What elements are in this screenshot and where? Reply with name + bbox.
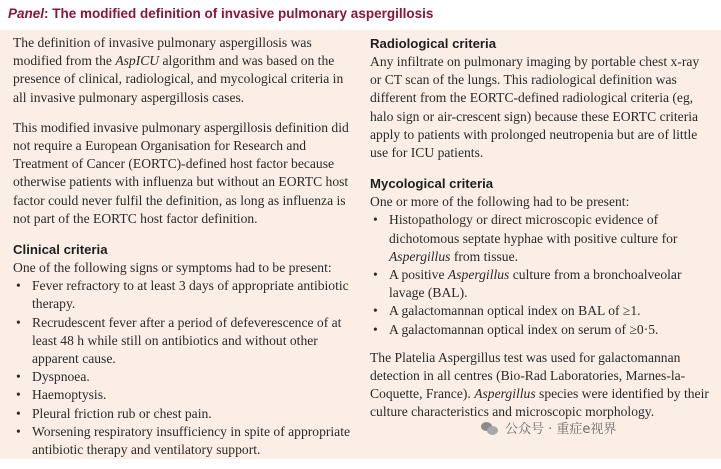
intro-text-pre: The definition of invasive pulmonary aspergillosis was modified from the (13, 35, 312, 69)
list-item: • A galactomannan optical index on serum of ≥0·5. (370, 321, 710, 339)
list-item: • Histopathology or direct microscopic evidence of dichotomous septate hyphae with positive culture for Aspergillus from tissue. (370, 211, 710, 266)
title-bar (0, 0, 721, 30)
radiological-criteria-text: Any infiltrate on pulmonary imaging by portable chest x-ray or CT scan of the lungs. This radiological definition was different from the EORTC-defined radiological criteria (eg, halo sign or air-crescent sign) because these EORTC criteria apply to patients with prolonged neutropenia but are of little use for ICU patients. (370, 54, 700, 161)
panel-label: Panel (8, 6, 45, 21)
panel-title-text: : The modified definition of invasive pulmonary aspergillosis (44, 6, 434, 21)
mycological-criteria-lead: One or more of the following had to be present: (370, 194, 630, 210)
list-item: • A galactomannan optical index on BAL of ≥1. (370, 302, 710, 320)
clinical-criteria-lead: One of the following signs or symptoms had to be present: (13, 260, 332, 276)
radiological-criteria-heading: Radiological criteria (370, 36, 497, 51)
mycological-criteria-heading: Mycological criteria (370, 176, 494, 192)
list-item: • Worsening respiratory insufficiency in spite of appropriate antibiotic therapy and ventilatory support. (13, 423, 353, 459)
mycological-criteria-list (370, 211, 710, 338)
intro-text-italic: AspICU (115, 53, 160, 69)
wechat-icon (481, 421, 499, 435)
clinical-criteria-list (13, 277, 353, 459)
list-item: • Haemoptysis. (13, 386, 353, 404)
intro-text-post: algorithm and was based on the presence of clinical, radiological, and mycological criteria in all invasive pulmonary aspergillosis cases. (13, 53, 344, 105)
list-item: • A positive Aspergillus culture from a bronchoalveolar lavage (BAL). (370, 266, 710, 302)
list-item: • Dyspnoea. (13, 368, 353, 386)
platelia-paragraph: The Platelia Aspergillus test was used for galactomannan detection in all centres (Bio-Rad Laboratories, Marnes-la-Coquette, France). Aspergillus species were identified by their culture characteristics and microscopic morphology. (370, 349, 709, 420)
host-factor-paragraph: This modified invasive pulmonary aspergillosis definition did not require a European Organisation for Research and Treatment of Cancer (EORTC)-defined host factor because otherwise patients with influenza but without an EORTC host factor could never fulfil the definition, as long as influenza is not part of the EORTC host factor definition. (13, 119, 349, 226)
watermark (481, 418, 616, 437)
list-item: • Fever refractory to at least 3 days of appropriate antibiotic therapy. (13, 277, 353, 313)
intro-paragraph (13, 34, 353, 107)
list-item: • Pleural friction rub or chest pain. (13, 405, 353, 423)
right-column (370, 34, 710, 434)
watermark-text: 公众号 · 重症e视界 (505, 422, 617, 437)
list-item: • Recrudescent fever after a period of defeverescence of at least 48 h while still on antibiotics and without other apparent cause. (13, 314, 353, 369)
left-column (13, 34, 353, 469)
panel-title (8, 6, 433, 21)
clinical-criteria-heading: Clinical criteria (13, 242, 108, 258)
